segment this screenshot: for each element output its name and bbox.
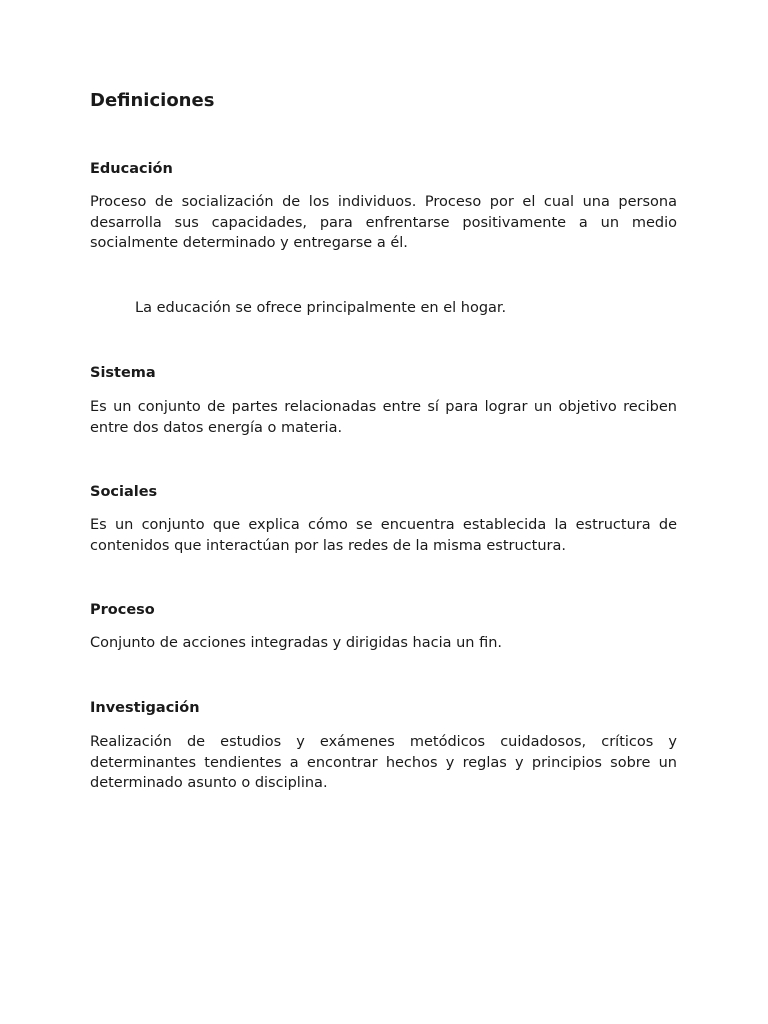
section-heading-investigacion: Investigación (90, 700, 200, 716)
section-body-sistema: Es un conjunto de partes relacionadas entre sí para lograr un objetivo reciben entre dos datos energía o materia. (90, 399, 677, 436)
section-heading-proceso: Proceso (90, 602, 155, 618)
section-heading-sociales: Sociales (90, 484, 158, 500)
section-note-educacion: La educación se ofrece principalmente en el hogar. (135, 300, 507, 316)
document-title: Definiciones (90, 90, 215, 111)
section-heading-educacion: Educación (90, 161, 173, 177)
section-body-proceso: Conjunto de acciones integradas y dirigidas hacia un fin. (90, 635, 503, 651)
section-heading-sistema: Sistema (90, 365, 156, 381)
section-body-educacion: Proceso de socialización de los individuos. Proceso por el cual una persona desarrolla sus capacidades, para enfrentarse positivamente a un medio socialmente determinado y entregarse a él. (90, 194, 677, 251)
section-body-investigacion: Realización de estudios y exámenes metódicos cuidadosos, críticos y determinantes tendientes a encontrar hechos y reglas y principios sobre un determinado asunto o disciplina. (90, 734, 677, 791)
section-body-sociales: Es un conjunto que explica cómo se encuentra establecida la estructura de contenidos que interactúan por las redes de la misma estructura. (90, 517, 677, 554)
